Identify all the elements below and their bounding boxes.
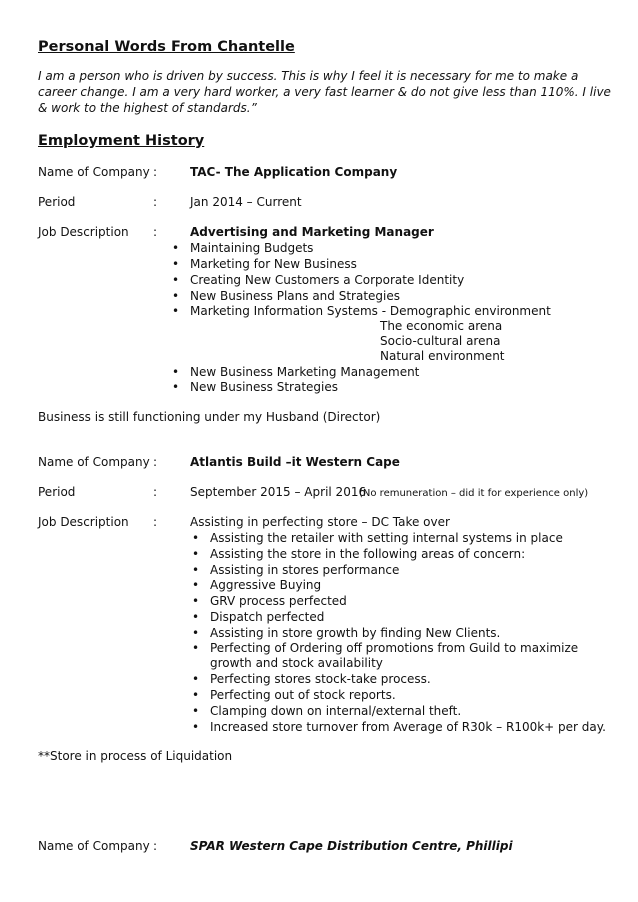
personal-line-2: career change. I am a very hard worker, a very fast learner & do not give less than 110%. I live [38, 85, 611, 99]
list-item: • Increased store turnover from Average of R30k – R100k+ per day. [210, 720, 606, 735]
personal-heading: Personal Words From Chantelle [38, 39, 295, 55]
job2-job-colon: : [153, 515, 158, 529]
list-item: • Perfecting out of stock reports. [210, 688, 396, 703]
job1-sub-item-2: Socio-cultural arena [380, 334, 501, 348]
list-item: • GRV process perfected [210, 594, 347, 609]
job2-note: **Store in process of Liquidation [38, 749, 233, 763]
list-item: • New Business Strategies [190, 380, 338, 395]
job2-period-note: (No remuneration – did it for experience only) [359, 488, 589, 499]
list-item: • New Business Plans and Strategies [190, 289, 400, 304]
personal-line-3: & work to the highest of standards.” [38, 101, 257, 115]
job1-note: Business is still functioning under my Husband (Director) [38, 410, 381, 424]
job3-company-colon: : [153, 839, 158, 853]
job1-job-colon: : [153, 225, 158, 239]
job1-sub-item-3: Natural environment [380, 349, 505, 363]
list-item: • New Business Marketing Management [190, 365, 419, 380]
list-item: • Dispatch perfected [210, 610, 324, 625]
job1-company-label: Name of Company [38, 165, 150, 179]
list-item: • Creating New Customers a Corporate Identity [190, 273, 464, 288]
job2-company-colon: : [153, 455, 158, 469]
list-item: • Assisting in stores performance [210, 563, 399, 578]
job1-period-label: Period [38, 195, 76, 209]
list-item: • Assisting the store in the following areas of concern: [210, 547, 525, 562]
job2-period-label: Period [38, 485, 76, 499]
employment-heading: Employment History [38, 133, 205, 149]
job3-company-name: SPAR Western Cape Distribution Centre, Phillipi [190, 839, 513, 853]
job3-company-label: Name of Company [38, 839, 150, 853]
job1-period-value: Jan 2014 – Current [190, 195, 302, 209]
list-item: • Perfecting stores stock-take process. [210, 672, 431, 687]
job2-bullet-continuation: growth and stock availability [210, 656, 383, 670]
job1-company-colon: : [153, 165, 158, 179]
list-item: • Assisting in store growth by finding New Clients. [210, 626, 500, 641]
job2-job-intro: Assisting in perfecting store – DC Take over [190, 515, 450, 529]
job2-period-value: September 2015 – April 2016 [190, 485, 367, 499]
list-item: • Marketing Information Systems - Demographic environment [190, 304, 551, 319]
personal-line-1: I am a person who is driven by success. This is why I feel it is necessary for me to make a [38, 69, 579, 83]
list-item: • Marketing for New Business [190, 257, 357, 272]
list-item: • Aggressive Buying [210, 578, 321, 593]
job1-job-label: Job Description [38, 225, 129, 239]
job2-job-label: Job Description [38, 515, 129, 529]
job1-sub-item-1: The economic arena [380, 319, 503, 333]
job2-period-colon: : [153, 485, 158, 499]
list-item: • Perfecting of Ordering off promotions from Guild to maximize [210, 641, 578, 656]
job1-job-title: Advertising and Marketing Manager [190, 225, 434, 239]
job1-company-name: TAC- The Application Company [190, 165, 398, 179]
job2-company-label: Name of Company [38, 455, 150, 469]
job1-period-colon: : [153, 195, 158, 209]
list-item: • Clamping down on internal/external theft. [210, 704, 461, 719]
job2-company-name: Atlantis Build –it Western Cape [190, 455, 400, 469]
list-item: • Assisting the retailer with setting internal systems in place [210, 531, 563, 546]
list-item: • Maintaining Budgets [190, 241, 313, 256]
